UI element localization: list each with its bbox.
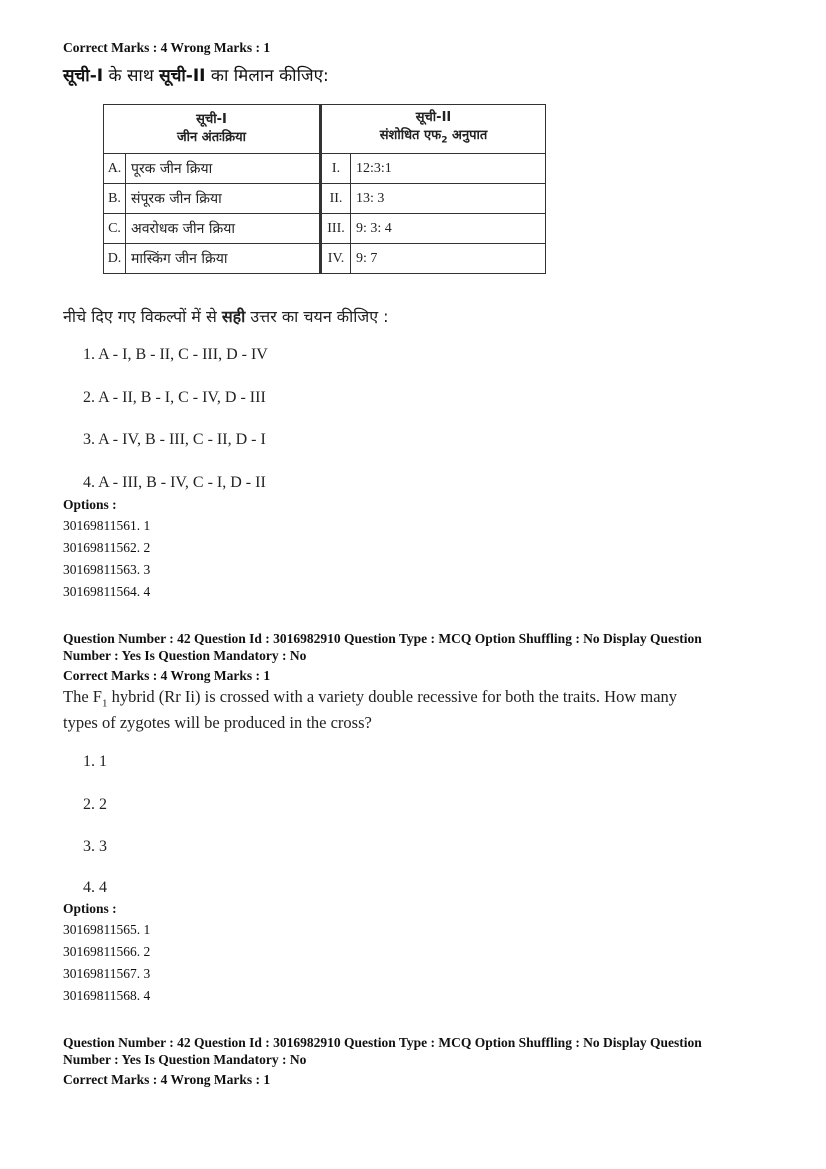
row-roman: II. — [321, 184, 351, 214]
row-key: C. — [104, 214, 126, 244]
q43-marks: Correct Marks : 4 Wrong Marks : 1 — [63, 1072, 271, 1087]
instruction-text: के साथ — [103, 66, 160, 86]
q43-header-line2: Number : Yes Is Question Mandatory : No — [63, 1052, 307, 1067]
q41-choice-3: 3. A - IV, B - III, C - II, D - I — [83, 431, 266, 448]
q42-choice-1: 1. 1 — [83, 753, 107, 770]
q42-option-1: 30169811565. 1 — [63, 922, 151, 937]
q41-instruction — [63, 63, 329, 86]
table-header-row — [104, 105, 546, 154]
q42-header-line1: Question Number : 42 Question Id : 3016982910 Question Type : MCQ Option Shuffling : No Display Question — [63, 631, 702, 646]
q41-choice-2: 2. A - II, B - I, C - IV, D - III — [83, 389, 266, 406]
q42-option-3: 30169811567. 3 — [63, 966, 151, 981]
q42-header-line2: Number : Yes Is Question Mandatory : No — [63, 648, 307, 663]
q41-option-4: 30169811564. 4 — [63, 584, 151, 599]
list2-header-title: सूची-II — [415, 109, 452, 125]
list2-header — [321, 105, 546, 154]
row-label: पूरक जीन क्रिया — [126, 154, 321, 184]
table-row — [104, 184, 546, 214]
row-roman: I. — [321, 154, 351, 184]
row-ratio: 9: 7 — [351, 244, 546, 274]
q41-option-1: 30169811561. 1 — [63, 518, 151, 533]
list2-ref: सूची-II — [159, 66, 206, 86]
match-table — [103, 104, 546, 274]
list1-header-title: सूची-I — [196, 112, 227, 127]
q41-options-label: Options : — [63, 497, 117, 512]
correct-word: सही — [221, 307, 246, 326]
q43-header-line1: Question Number : 42 Question Id : 3016982910 Question Type : MCQ Option Shuffling : No Display Question — [63, 1035, 702, 1050]
row-label: अवरोधक जीन क्रिया — [126, 214, 321, 244]
list2-header-subtitle: संशोधित एफ$_2$ अनुपात — [379, 127, 488, 146]
q42-choice-2: 2. 2 — [83, 796, 107, 813]
q41-choice-4: 4. A - III, B - IV, C - I, D - II — [83, 474, 266, 491]
list1-ref: सूची-I — [63, 66, 104, 86]
list1-header — [104, 105, 321, 154]
q42-option-4: 30169811568. 4 — [63, 988, 151, 1003]
q41-choose-instruction: नीचे दिए गए विकल्पों में से सही उत्तर का चयन कीजिए : — [63, 307, 389, 326]
instruction-text-end: का मिलान कीजिए: — [205, 66, 329, 86]
q42-choice-3: 3. 3 — [83, 838, 107, 855]
q42-marks: Correct Marks : 4 Wrong Marks : 1 — [63, 668, 271, 683]
q42-options-label: Options : — [63, 901, 117, 916]
q41-option-3: 30169811563. 3 — [63, 562, 151, 577]
row-key: B. — [104, 184, 126, 214]
q42-option-2: 30169811566. 2 — [63, 944, 151, 959]
row-label: मास्किंग जीन क्रिया — [126, 244, 321, 274]
row-roman: III. — [321, 214, 351, 244]
table-row — [104, 154, 546, 184]
q41-option-2: 30169811562. 2 — [63, 540, 151, 555]
row-ratio: 13: 3 — [351, 184, 546, 214]
list1-header-subtitle: जीन अंतःक्रिया — [177, 130, 246, 145]
row-ratio: 9: 3: 4 — [351, 214, 546, 244]
row-label: संपूरक जीन क्रिया — [126, 184, 321, 214]
row-key: D. — [104, 244, 126, 274]
row-key: A. — [104, 154, 126, 184]
q42-question-text-line2: types of zygotes will be produced in the cross? — [63, 713, 372, 732]
table-row — [104, 244, 546, 274]
q42-question-text: The $F_1$ hybrid (Rr Ii) is crossed with a variety double recessive for both the traits. How many — [63, 687, 678, 710]
table-row — [104, 214, 546, 244]
row-roman: IV. — [321, 244, 351, 274]
q42-choice-4: 4. 4 — [83, 879, 107, 896]
q41-choice-1: 1. A - I, B - II, C - III, D - IV — [83, 346, 268, 363]
row-ratio: 12:3:1 — [351, 154, 546, 184]
q41-marks: Correct Marks : 4 Wrong Marks : 1 — [63, 40, 271, 55]
